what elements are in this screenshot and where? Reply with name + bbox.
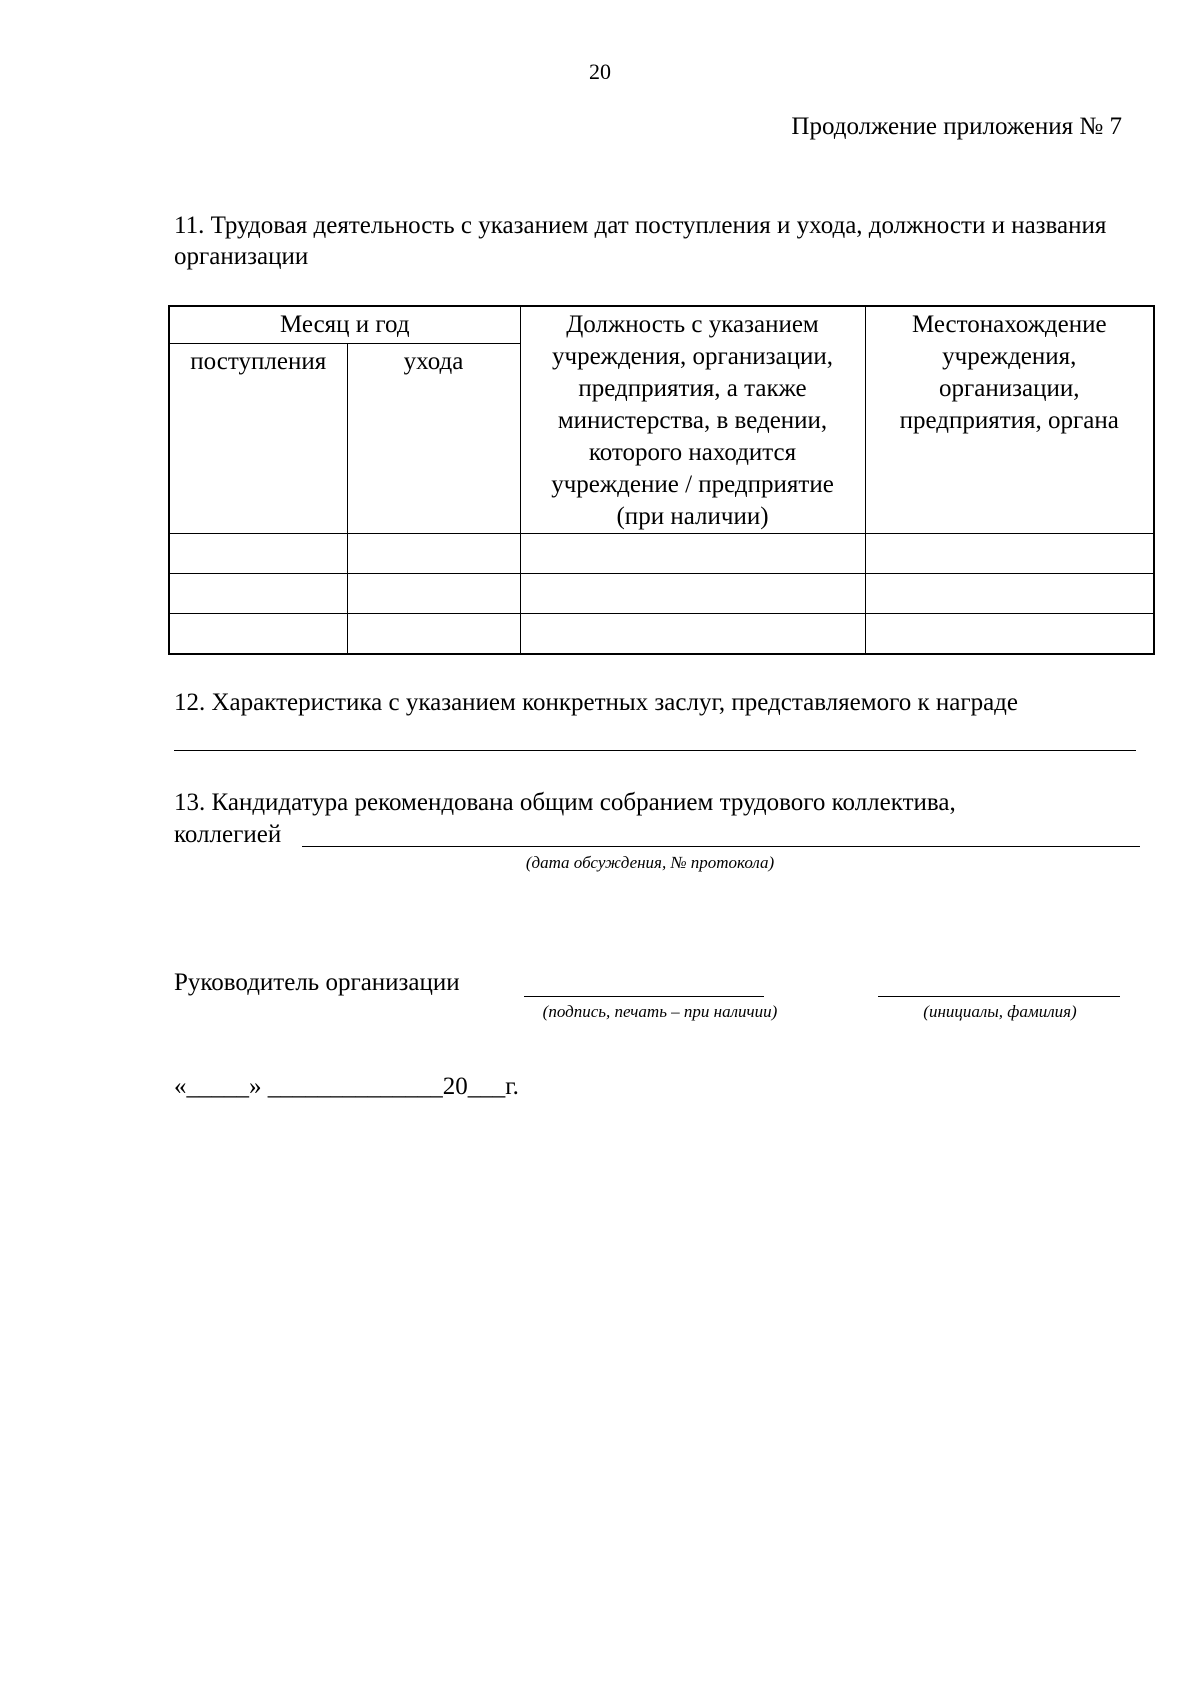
page-number: 20	[589, 59, 611, 84]
header-month-year: Месяц и год	[169, 306, 520, 343]
header-exit: ухода	[347, 343, 520, 533]
section-13-title: 13. Кандидатура рекомендована общим собранием трудового коллектива,	[174, 789, 956, 816]
header-entry: поступления	[169, 343, 347, 533]
name-input-line[interactable]	[878, 996, 1120, 997]
date-field[interactable]: «_____» ______________20___г.	[174, 1073, 519, 1100]
table-cell[interactable]	[865, 574, 1154, 614]
section-11-title: 11. Трудовая деятельность с указанием дат поступления и ухода, должности и названия организации	[174, 212, 1107, 270]
header-position: Должность с указанием учреждения, организации, предприятия, а также министерства, в ведении, которого находится учреждение / предприятие (при наличии)	[520, 306, 865, 534]
header-location: Местонахождение учреждения, организации, предприятия, органа	[865, 306, 1154, 534]
table-cell[interactable]	[865, 534, 1154, 574]
appendix-note: Продолжение приложения № 7	[791, 113, 1122, 140]
table-cell[interactable]	[347, 614, 520, 655]
table-cell[interactable]	[520, 614, 865, 655]
table-cell[interactable]	[169, 574, 347, 614]
table-cell[interactable]	[347, 534, 520, 574]
table-row	[169, 614, 1154, 655]
table-row	[169, 534, 1154, 574]
signature-hint: (подпись, печать – при наличии)	[542, 1002, 778, 1021]
table-cell[interactable]	[169, 534, 347, 574]
table-cell[interactable]	[520, 574, 865, 614]
work-history-table	[168, 305, 1155, 655]
table-cell[interactable]	[865, 614, 1154, 655]
section-12-title: 12. Характеристика с указанием конкретных заслуг, представляемого к награде	[174, 689, 1018, 716]
table-row	[169, 574, 1154, 614]
table-cell[interactable]	[347, 574, 520, 614]
collegium-input-line[interactable]	[302, 846, 1140, 847]
table-cell[interactable]	[169, 614, 347, 655]
head-of-organization-label: Руководитель организации	[174, 969, 460, 996]
characteristic-input-line[interactable]	[174, 750, 1136, 751]
collegium-hint: (дата обсуждения, № протокола)	[525, 853, 775, 872]
name-hint: (инициалы, фамилия)	[923, 1002, 1077, 1021]
section-13-collegium-label: коллегией	[174, 821, 282, 848]
table-cell[interactable]	[520, 534, 865, 574]
signature-input-line[interactable]	[524, 996, 764, 997]
